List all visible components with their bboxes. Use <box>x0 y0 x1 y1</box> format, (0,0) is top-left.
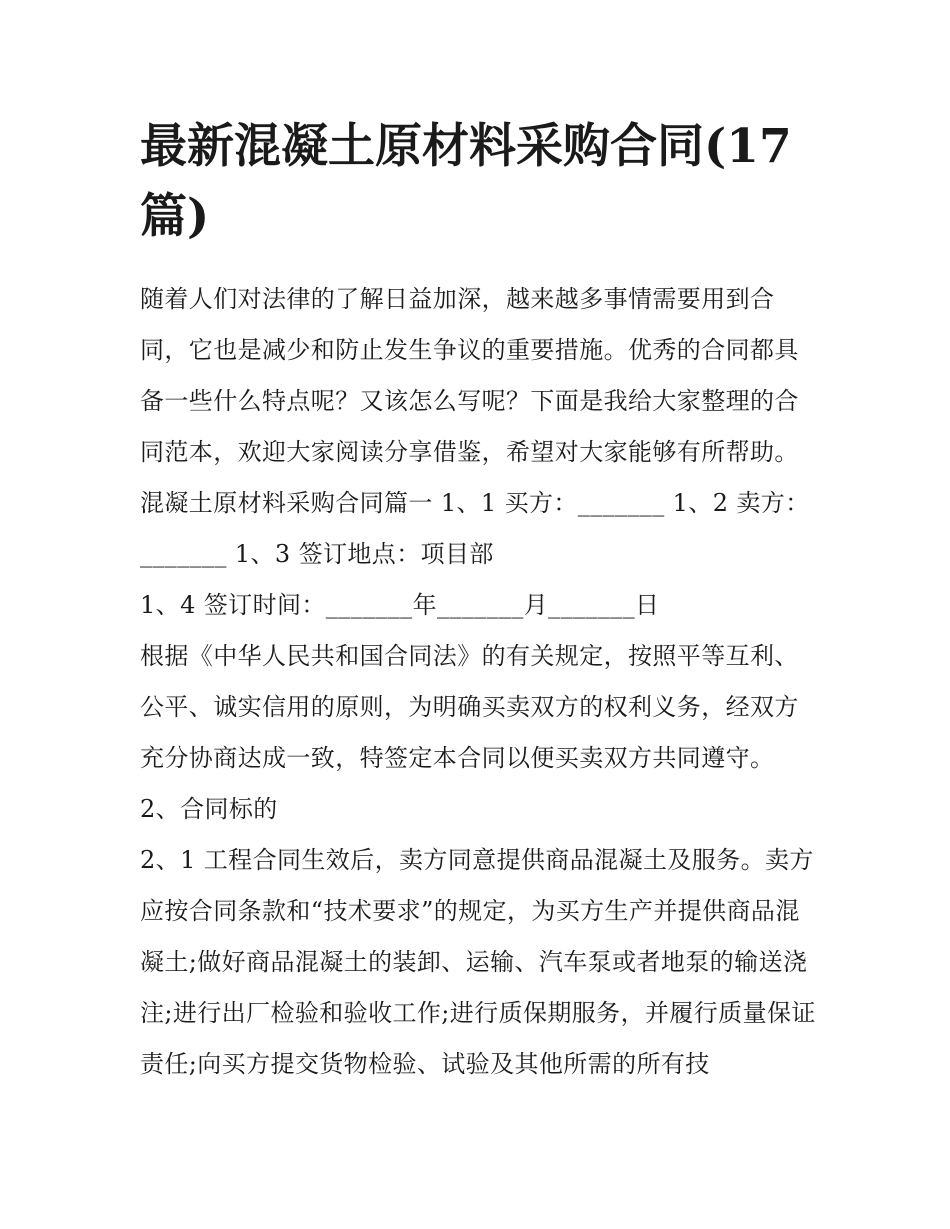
section-2-1-paragraph: 2、1 工程合同生效后，卖方同意提供商品混凝土及服务。卖方应按合同条款和“技术要求”的规定，为买方生产并提供商品混凝土;做好商品混凝土的装卸、运输、汽车泵或者地泵的输送浇注;进行出厂检验和验收工作;进行质保期服务，并履行质量保证责任;向买方提交货物检验、试验及其他所需的所有技 <box>140 846 816 1078</box>
document-body <box>140 112 816 1090</box>
signing-date-paragraph: 1、4 签订时间：_______年_______月_______日 <box>140 591 660 619</box>
document-title: 最新混凝土原材料采购合同(17篇) <box>140 119 792 244</box>
intro-paragraph: 随着人们对法律的了解日益加深，越来越多事情需要用到合同，它也是减少和防止发生争议的重要措施。优秀的合同都具备一些什么特点呢？又该怎么写呢？下面是我给大家整理的合同范本，欢迎大家阅读分享借鉴，希望对大家能够有所帮助。 <box>140 285 799 466</box>
contract-parties-paragraph: 混凝土原材料采购合同篇一 1、1 买方：_______ 1、2 卖方：_______ 1、3 签订地点：项目部 <box>140 489 810 568</box>
section-heading-contract-subject: 2、合同标的 <box>140 795 278 823</box>
legal-basis-paragraph: 根据《中华人民共和国合同法》的有关规定，按照平等互利、公平、诚实信用的原则，为明确买卖双方的权利义务，经双方充分协商达成一致，特签定本合同以便买卖双方共同遵守。 <box>140 642 799 772</box>
